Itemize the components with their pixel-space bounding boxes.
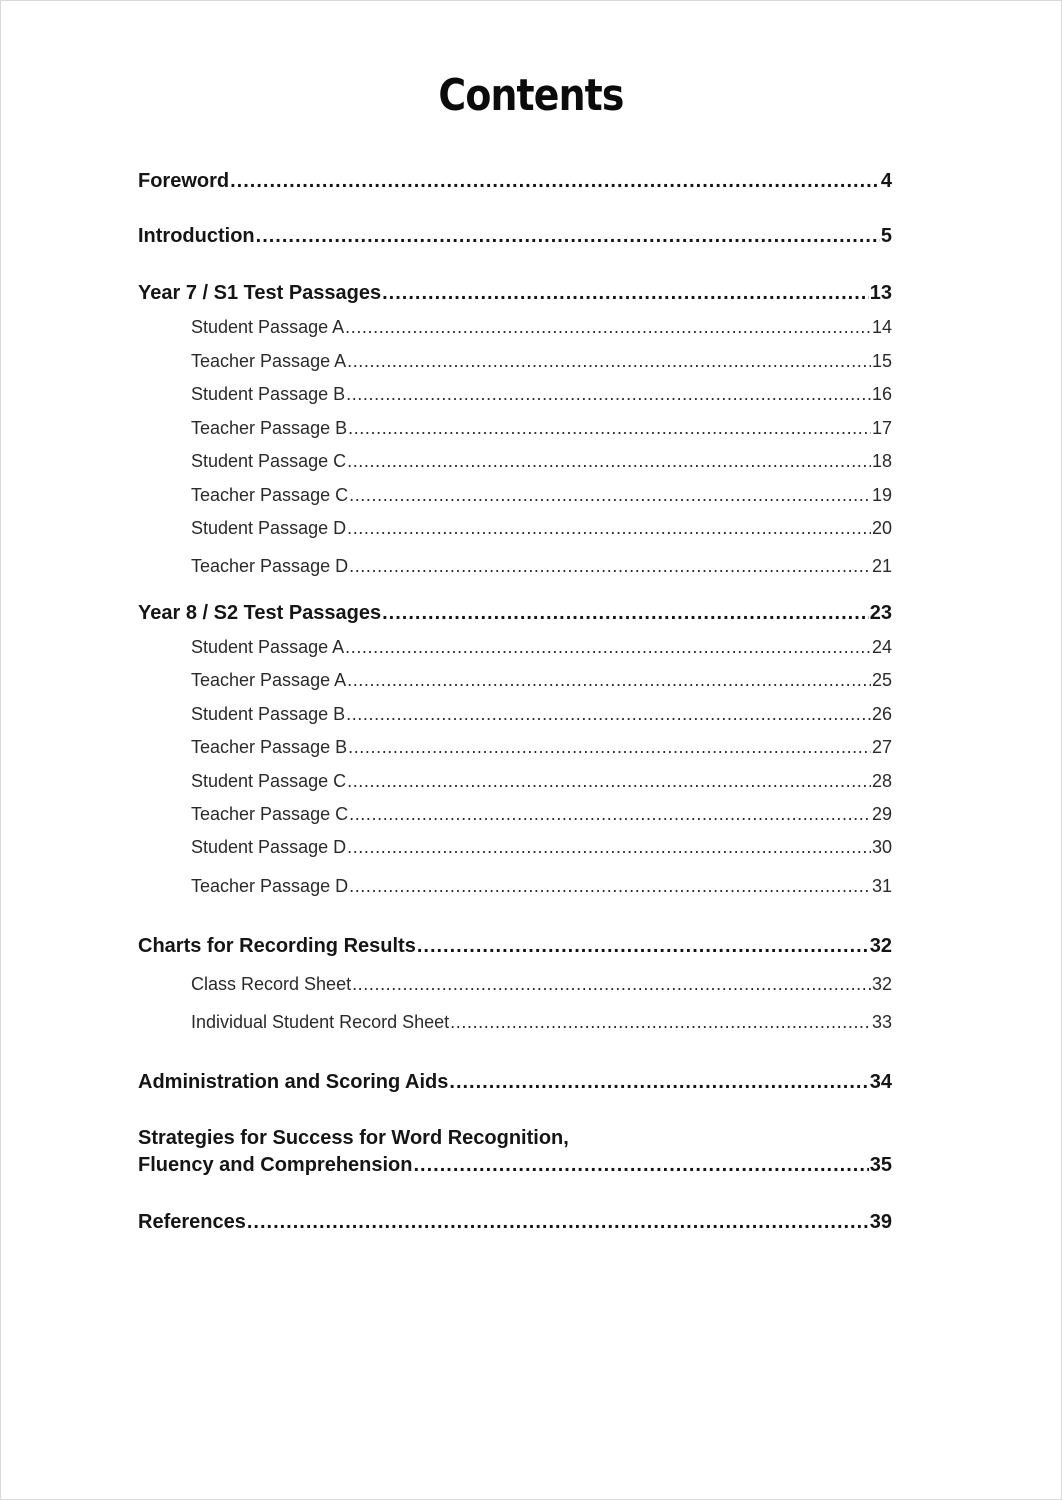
toc-entry-label: Teacher Passage A — [191, 351, 347, 371]
toc-entry-page: 13 — [869, 282, 892, 304]
dot-leader — [347, 771, 871, 792]
toc-entry-label: Administration and Scoring Aids — [138, 1071, 449, 1093]
toc-entry-label: Foreword — [138, 170, 230, 192]
dot-leader — [382, 282, 869, 305]
toc-subentry[interactable] — [191, 876, 892, 897]
dot-leader — [256, 225, 880, 248]
toc-entry-label: Teacher Passage D — [191, 556, 349, 576]
dot-leader — [347, 837, 871, 858]
toc-entry-label: Student Passage A — [191, 317, 345, 337]
dot-leader — [349, 556, 871, 577]
dot-leader — [349, 804, 871, 825]
toc-entry-page: 32 — [869, 935, 892, 957]
page-title: Contents — [438, 70, 624, 121]
toc-entry-page: 18 — [871, 451, 892, 471]
toc-entry-page: 27 — [871, 737, 892, 757]
toc-entry-label: Introduction — [138, 225, 255, 247]
toc-entry-page: 31 — [871, 876, 892, 896]
toc-entry-label: Student Passage D — [191, 837, 347, 857]
toc-entry-page: 19 — [871, 485, 892, 505]
toc-subentry[interactable] — [191, 974, 892, 995]
toc-entry-page: 4 — [880, 170, 892, 192]
toc-entry-page: 26 — [871, 704, 892, 724]
toc-entry-page: 20 — [871, 518, 892, 538]
toc-subentry[interactable] — [191, 804, 892, 825]
dot-leader — [348, 737, 871, 758]
toc-entry-label: Teacher Passage B — [191, 418, 348, 438]
toc-entry-page: 17 — [871, 418, 892, 438]
toc-entry-page: 5 — [880, 225, 892, 247]
dot-leader — [348, 418, 871, 439]
toc-entry-label: Student Passage D — [191, 518, 347, 538]
toc-entry-label: Student Passage C — [191, 451, 347, 471]
toc-entry-page: 28 — [871, 771, 892, 791]
dot-leader — [449, 1071, 868, 1094]
toc-entry-page: 35 — [869, 1154, 892, 1176]
toc-entry-page: 34 — [869, 1071, 892, 1093]
dot-leader — [346, 704, 871, 725]
toc-entry-page: 25 — [871, 670, 892, 690]
toc-subentry[interactable] — [191, 518, 892, 539]
dot-leader — [450, 1012, 871, 1033]
dot-leader — [417, 935, 869, 958]
toc-entry-label-line1: Strategies for Success for Word Recognition, — [138, 1127, 569, 1149]
toc-subentry[interactable] — [191, 771, 892, 792]
toc-entry-label: Student Passage A — [191, 637, 345, 657]
toc-entry-label: Year 8 / S2 Test Passages — [138, 602, 382, 624]
toc-entry-page: 23 — [869, 602, 892, 624]
toc-entry-page: 39 — [869, 1211, 892, 1233]
toc-entry-year8-passages[interactable] — [138, 602, 892, 625]
dot-leader — [247, 1211, 869, 1234]
toc-subentry[interactable] — [191, 556, 892, 577]
toc-entry-page: 21 — [871, 556, 892, 576]
toc-entry-label: Student Passage B — [191, 384, 346, 404]
toc-subentry[interactable] — [191, 351, 892, 372]
toc-entry-page: 24 — [871, 637, 892, 657]
toc-entry-page: 29 — [871, 804, 892, 824]
toc-entry-label: Year 7 / S1 Test Passages — [138, 282, 382, 304]
toc-entry-page: 30 — [871, 837, 892, 857]
toc-entry-page: 14 — [871, 317, 892, 337]
toc-entry-page: 16 — [871, 384, 892, 404]
toc-entry-label: Student Passage B — [191, 704, 346, 724]
toc-subentry[interactable] — [191, 737, 892, 758]
dot-leader — [352, 974, 871, 995]
toc-entry-administration[interactable] — [138, 1071, 892, 1094]
toc-entry-label: Teacher Passage B — [191, 737, 348, 757]
toc-subentry[interactable] — [191, 485, 892, 506]
toc-subentry[interactable] — [191, 704, 892, 725]
dot-leader — [382, 602, 869, 625]
toc-subentry[interactable] — [191, 384, 892, 405]
dot-leader — [347, 670, 871, 691]
dot-leader — [413, 1154, 868, 1177]
toc-subentry[interactable] — [191, 451, 892, 472]
toc-subentry[interactable] — [191, 418, 892, 439]
toc-entry-label-line2: Fluency and Comprehension — [138, 1154, 413, 1176]
dot-leader — [349, 876, 871, 897]
toc-entry-strategies[interactable] — [138, 1127, 892, 1177]
dot-leader — [345, 637, 871, 658]
toc-subentry[interactable] — [191, 837, 892, 858]
toc-entry-label: Teacher Passage C — [191, 485, 349, 505]
toc-entry-label: Student Passage C — [191, 771, 347, 791]
dot-leader — [230, 170, 880, 193]
toc-entry-foreword[interactable] — [138, 170, 892, 193]
toc-entry-label: Teacher Passage C — [191, 804, 349, 824]
toc-subentry[interactable] — [191, 317, 892, 338]
toc-entry-introduction[interactable] — [138, 225, 892, 248]
toc-subentry[interactable] — [191, 670, 892, 691]
dot-leader — [349, 485, 871, 506]
toc-subentry[interactable] — [191, 1012, 892, 1033]
toc-entry-label: Individual Student Record Sheet — [191, 1012, 450, 1032]
toc-entry-label: Class Record Sheet — [191, 974, 352, 994]
dot-leader — [345, 317, 871, 338]
toc-entry-label: Teacher Passage A — [191, 670, 347, 690]
dot-leader — [347, 518, 871, 539]
toc-entry-label: Teacher Passage D — [191, 876, 349, 896]
dot-leader — [347, 451, 871, 472]
toc-entry-page: 15 — [871, 351, 892, 371]
toc-entry-page: 33 — [871, 1012, 892, 1032]
toc-entry-page: 32 — [871, 974, 892, 994]
dot-leader — [346, 384, 871, 405]
dot-leader — [347, 351, 871, 372]
toc-entry-label: Charts for Recording Results — [138, 935, 416, 957]
toc-entry-label: References — [138, 1211, 246, 1233]
toc-entry-year7-passages[interactable] — [138, 282, 892, 305]
toc-entry-charts[interactable] — [138, 935, 892, 958]
toc-entry-references[interactable] — [138, 1211, 892, 1234]
toc-subentry[interactable] — [191, 637, 892, 658]
